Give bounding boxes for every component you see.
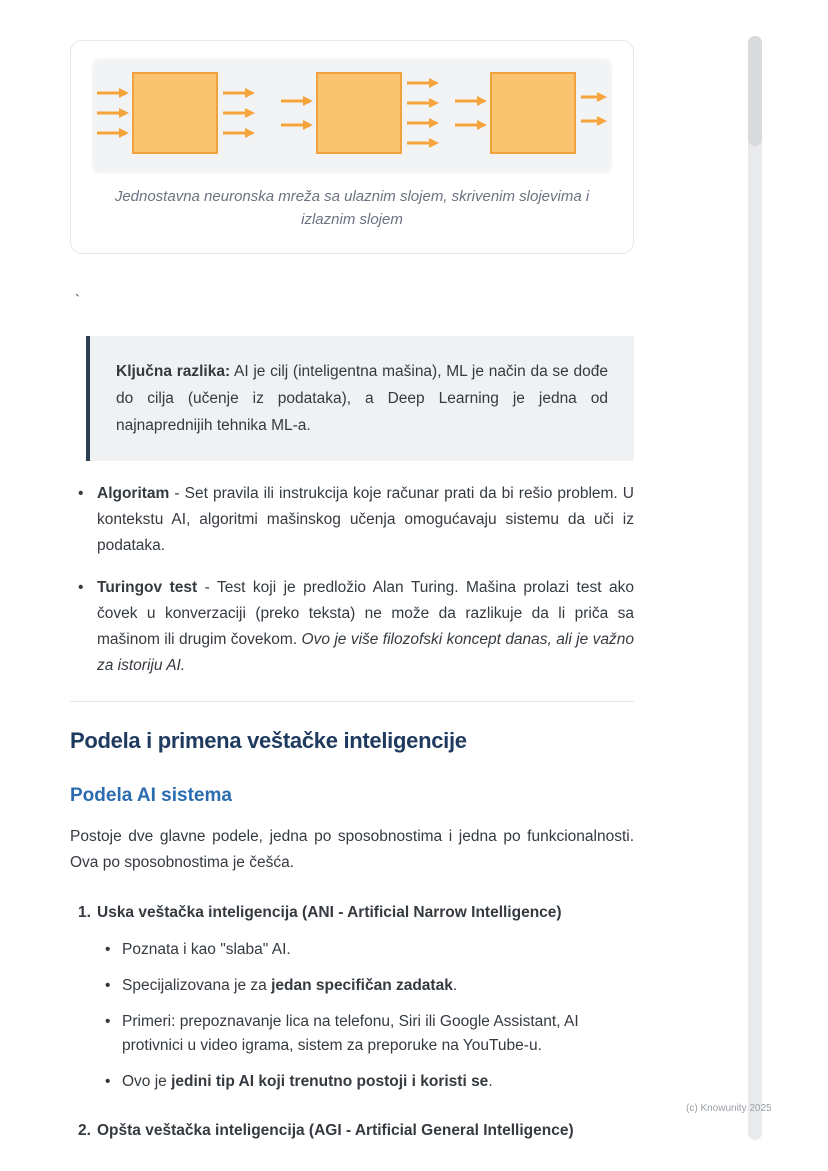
item-text: Specijalizovana je za [122, 977, 272, 994]
section-divider [70, 701, 634, 702]
numbered-item-ani [78, 900, 634, 1094]
output-layer-box [491, 73, 575, 153]
item-bold: jedini tip AI koji trenutno postoji i koristi se [171, 1073, 489, 1090]
ani-details-list [105, 938, 634, 1094]
term-italic: Ovo je više filozofski koncept danas, ali je važno za istoriju AI. [97, 631, 634, 674]
input-layer-box [133, 73, 217, 153]
list-item [105, 938, 634, 962]
term-text: - Set pravila ili instrukcija koje računar prati da bi rešio problem. U kontekstu AI, algoritmi mašinskog učenja omogućavaju sistemu da uči iz podataka. [97, 485, 634, 554]
item-title: Uska veštačka inteligencija (ANI - Artificial Narrow Intelligence) [97, 904, 562, 921]
list-item-algoritam [70, 481, 634, 559]
item-body [97, 900, 634, 1094]
neural-network-svg [93, 67, 611, 163]
definitions-list [70, 481, 634, 679]
item-body [97, 1118, 634, 1144]
list-item [105, 974, 634, 998]
item-text: . [488, 1073, 493, 1090]
term-label: Algoritam [97, 485, 170, 502]
item-text: Ovo je [122, 1073, 172, 1090]
term-label: Turingov test [97, 579, 198, 596]
watermark: (c) Knowunity 2025 [686, 1103, 772, 1114]
item-text: Primeri: prepoznavanje lica na telefonu, Siri ili Google Assistant, AI protivnici u video igrama, sistem za preporuke na YouTube-u. [122, 1013, 579, 1054]
stray-backtick: ` [75, 292, 80, 309]
item-bold: jedan specifičan zadatak [271, 977, 453, 994]
key-difference-callout [86, 336, 634, 461]
page-title: Podela i primena veštačke inteligencije [70, 728, 467, 753]
callout-label: Ključna razlika: [116, 363, 231, 380]
item-number: 2. [78, 1122, 91, 1139]
callout-body: AI je cilj (inteligentna mašina), ML je način da se dođe do cilja (učenje iz podataka), a Deep Learning je jedna od najnaprednijih tehnika ML-a. [116, 363, 608, 434]
callout-text [116, 358, 608, 439]
figure-card [70, 40, 634, 254]
scrollbar-thumb[interactable] [748, 36, 762, 146]
list-item [105, 1070, 634, 1094]
numbered-item-agi [78, 1118, 634, 1144]
item-number: 1. [78, 904, 91, 921]
figure-caption: Jednostavna neuronska mreža sa ulaznim slojem, skrivenim slojevima i izlaznim slojem [114, 188, 590, 228]
hidden-layer-box [317, 73, 401, 153]
list-item [105, 1010, 634, 1058]
item-text: . [452, 977, 458, 994]
list-item-turingov-test [70, 575, 634, 679]
document-content [70, 40, 634, 1144]
classification-list [78, 900, 634, 1144]
scrollbar-track[interactable] [748, 36, 762, 1140]
item-title: Opšta veštačka inteligencija (AGI - Artificial General Intelligence) [97, 1122, 574, 1139]
neural-network-diagram [93, 59, 611, 171]
term-text: - Test koji je predložio Alan Turing. Mašina prolazi test ako čovek u konverzaciji (preko teksta) ne može da razlikuje da li priča sa mašinom ili drugim čovekom. [97, 579, 634, 648]
item-text: Poznata i kao "slaba" AI. [122, 941, 291, 958]
intro-paragraph: Postoje dve glavne podele, jedna po sposobnostima i jedna po funkcionalnosti. Ova po sposobnostima je češća. [70, 828, 634, 871]
section-heading: Podela AI sistema [70, 785, 232, 806]
